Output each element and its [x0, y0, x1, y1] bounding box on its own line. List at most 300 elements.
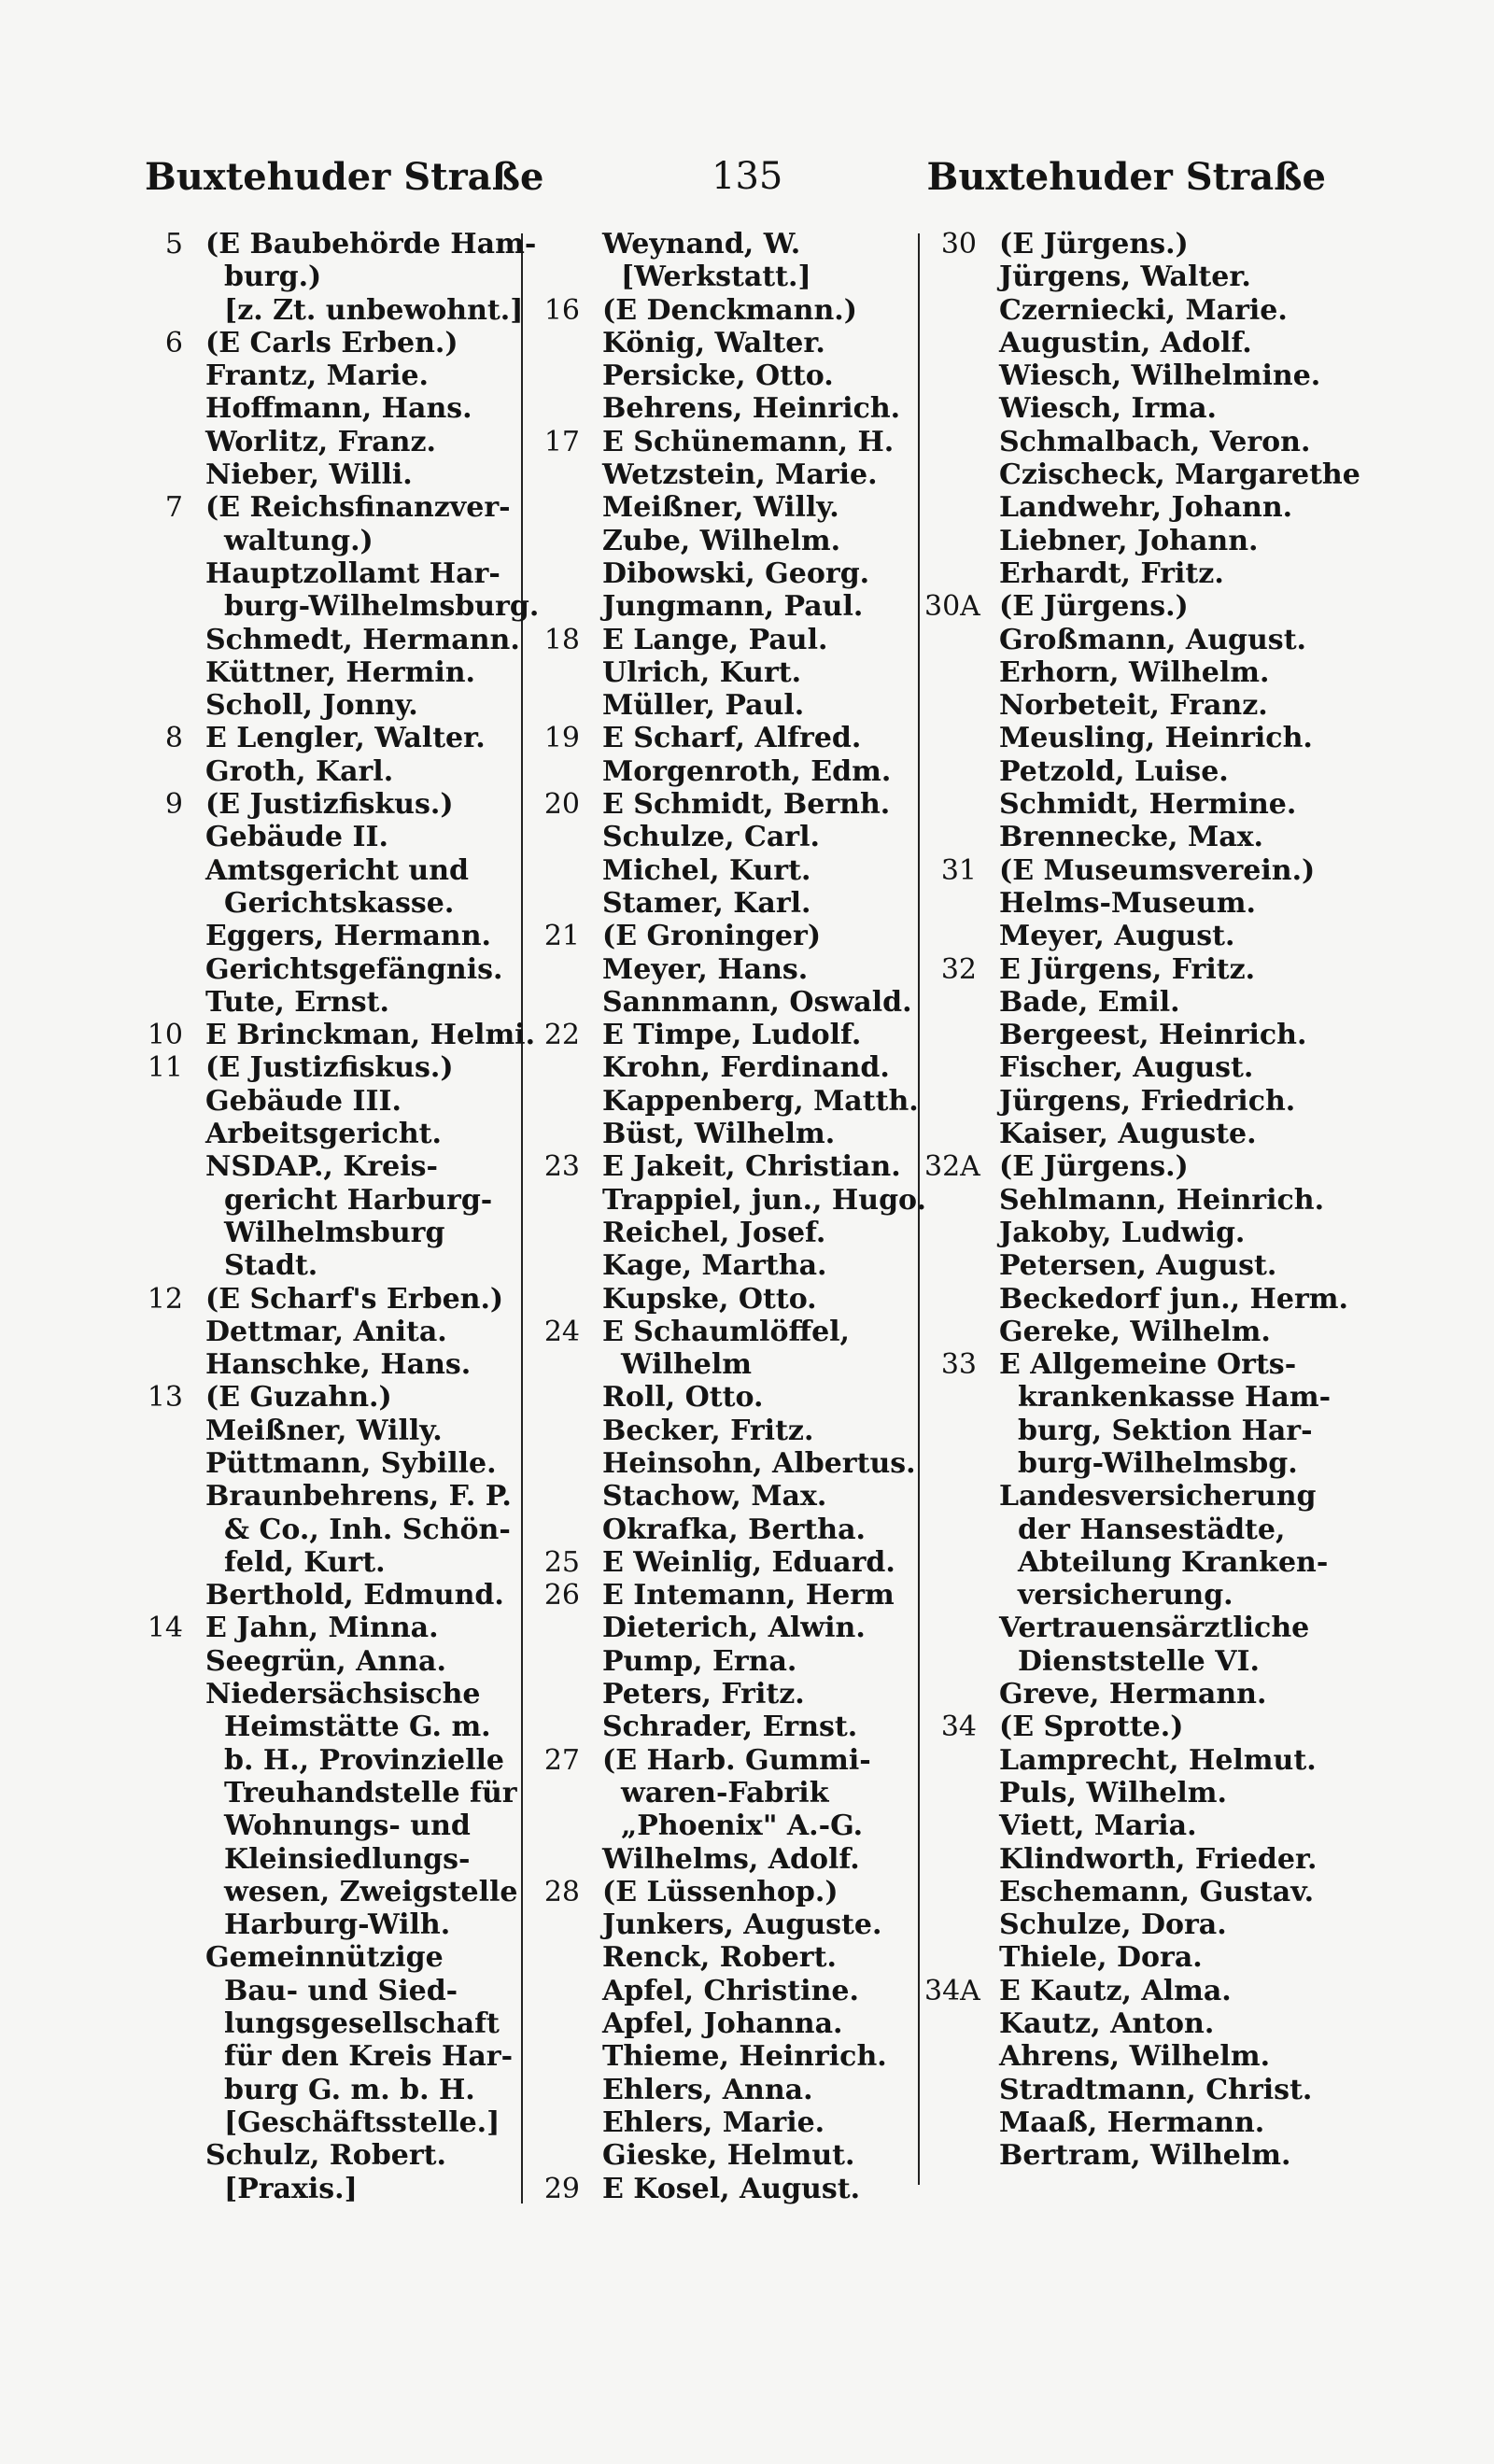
entry-text: (E Scharf's Erben.) [205, 1282, 504, 1316]
house-number: 30A [924, 590, 980, 624]
entry-text: E Jürgens, Fritz. [999, 952, 1256, 986]
directory-line [528, 557, 920, 590]
directory-line [924, 1843, 1335, 1876]
directory-line [924, 1150, 1335, 1183]
directory-line [528, 1480, 920, 1513]
entry-text: Renck, Robert. [602, 1941, 837, 1975]
directory-line [131, 854, 532, 887]
house-number: 20 [543, 788, 580, 822]
directory-line [924, 1184, 1335, 1217]
directory-line [131, 1348, 532, 1381]
entry-text: Frantz, Marie. [205, 359, 429, 393]
entry-text: (E Carls Erben.) [205, 326, 458, 359]
entry-text: Michel, Kurt. [602, 853, 811, 887]
directory-line [528, 821, 920, 853]
directory-line [924, 1447, 1335, 1480]
house-number: 18 [543, 623, 580, 656]
directory-line [131, 1711, 532, 1743]
running-head-left: Buxtehuder Straße [145, 155, 544, 199]
entry-text: Amtsgericht und [205, 853, 470, 887]
entry-text: Kautz, Anton. [999, 2007, 1215, 2041]
entry-text: E Jahn, Minna. [205, 1612, 439, 1645]
directory-line [924, 294, 1335, 327]
entry-text: König, Walter. [602, 326, 825, 359]
entry-text: (E Baubehörde Ham- [205, 228, 537, 260]
directory-line [131, 2106, 532, 2139]
directory-line [528, 260, 920, 293]
entry-text: Landesversicherung [999, 1480, 1317, 1514]
directory-line [924, 920, 1335, 952]
entry-text: E Weinlig, Eduard. [602, 1545, 895, 1579]
directory-line [528, 2007, 920, 2040]
entry-text: Norbeteit, Franz. [999, 689, 1268, 723]
house-number: 29 [543, 2172, 580, 2205]
entry-text: Greve, Hermann. [999, 1678, 1267, 1711]
entry-text: (E Jürgens.) [999, 228, 1189, 260]
directory-line [924, 1546, 1335, 1579]
entry-text: Heimstätte G. m. [224, 1711, 491, 1744]
directory-line [131, 821, 532, 853]
directory-line [131, 1249, 532, 1282]
house-number: 32A [924, 1150, 980, 1184]
house-number: 12 [147, 1282, 183, 1316]
directory-line [528, 1678, 920, 1711]
entry-text: Reichel, Josef. [602, 1216, 826, 1249]
entry-text: Groth, Karl. [205, 754, 394, 788]
directory-line [924, 1249, 1335, 1282]
directory-line [924, 624, 1335, 656]
entry-text: Petzold, Luise. [999, 754, 1229, 788]
entry-text: Hanschke, Hans. [205, 1348, 472, 1382]
directory-line [131, 1480, 532, 1513]
entry-text: Dettmar, Anita. [205, 1315, 447, 1348]
directory-line [924, 2007, 1335, 2040]
entry-text: (E Lüssenhop.) [602, 1875, 839, 1908]
directory-line [528, 1118, 920, 1150]
entry-text: E Brinckman, Helmi. [205, 1019, 536, 1052]
directory-line [528, 1777, 920, 1809]
entry-text: Kupske, Otto. [602, 1282, 817, 1316]
entry-text: Meißner, Willy. [205, 1414, 443, 1447]
column-1 [131, 228, 540, 2205]
directory-line [924, 656, 1335, 689]
entry-text: (E Museumsverein.) [999, 853, 1316, 887]
directory-line [528, 1381, 920, 1414]
directory-line [924, 788, 1335, 821]
entry-text: Treuhandstelle für [224, 1776, 517, 1809]
entry-text: Scholl, Jonny. [205, 689, 418, 723]
entry-text: Jürgens, Friedrich. [999, 1084, 1296, 1118]
directory-line [528, 1809, 920, 1842]
directory-line [131, 392, 532, 425]
running-head-right: Buxtehuder Straße [926, 155, 1326, 199]
entry-text: Wiesch, Irma. [999, 392, 1217, 426]
house-number: 24 [543, 1315, 580, 1348]
entry-text: E Allgemeine Orts- [999, 1348, 1297, 1382]
entry-text: Zube, Wilhelm. [602, 524, 841, 557]
directory-line [131, 1381, 532, 1414]
directory-line [528, 1085, 920, 1118]
directory-line [924, 491, 1335, 524]
entry-text: E Kautz, Alma. [999, 1974, 1232, 2007]
directory-line [924, 590, 1335, 623]
entry-text: Jakoby, Ludwig. [999, 1216, 1246, 1249]
entry-text: burg, Sektion Har- [1018, 1414, 1313, 1447]
directory-line [924, 1579, 1335, 1612]
directory-line [131, 1579, 532, 1612]
entry-text: Becker, Fritz. [602, 1414, 814, 1447]
entry-text: [Praxis.] [224, 2172, 358, 2205]
entry-text: Krohn, Ferdinand. [602, 1051, 890, 1085]
house-number: 21 [543, 920, 580, 953]
entry-text: (E Reichsfinanzver- [205, 491, 511, 525]
directory-line [924, 689, 1335, 722]
entry-text: Berthold, Edmund. [205, 1579, 504, 1612]
directory-line [528, 2040, 920, 2073]
entry-text: Petersen, August. [999, 1249, 1277, 1283]
entry-text: Püttmann, Sybille. [205, 1446, 497, 1480]
directory-line [528, 1249, 920, 1282]
entry-text: Kappenberg, Matth. [602, 1084, 919, 1118]
directory-line [924, 1941, 1335, 1974]
entry-text: Gemeinnützige [205, 1941, 444, 1975]
directory-line [528, 1546, 920, 1579]
directory-line [131, 624, 532, 656]
directory-line [924, 2139, 1335, 2172]
house-number: 19 [543, 722, 580, 755]
entry-text: Czischeck, Margarethe [999, 458, 1360, 492]
entry-text: Dibowski, Georg. [602, 556, 870, 590]
entry-text: E Intemann, Herm [602, 1579, 895, 1612]
directory-line [131, 1316, 532, 1348]
directory-line [528, 2106, 920, 2139]
entry-text: burg-Wilhelmsbg. [1018, 1446, 1298, 1480]
directory-line [528, 854, 920, 887]
directory-line [528, 1150, 920, 1183]
entry-text: Niedersächsische [205, 1678, 481, 1711]
entry-text: Schmidt, Hermine. [999, 788, 1297, 822]
directory-line [528, 656, 920, 689]
directory-line [131, 1941, 532, 1974]
entry-text: Heinsohn, Albertus. [602, 1446, 916, 1480]
entry-text: Schmedt, Hermann. [205, 623, 520, 656]
entry-text: Stamer, Karl. [602, 886, 811, 920]
entry-text: Beckedorf jun., Herm. [999, 1282, 1348, 1316]
entry-text: Wiesch, Wilhelmine. [999, 359, 1321, 393]
directory-line [528, 1019, 920, 1051]
entry-text: Jürgens, Walter. [999, 260, 1251, 294]
directory-line [924, 426, 1335, 458]
directory-line [924, 2040, 1335, 2073]
directory-line [528, 920, 920, 952]
house-number: 22 [543, 1019, 580, 1052]
directory-line [528, 1612, 920, 1644]
directory-line [528, 986, 920, 1019]
entry-text: Wilhelm [621, 1348, 752, 1382]
entry-text: Peters, Fritz. [602, 1678, 805, 1711]
directory-line [924, 1316, 1335, 1348]
entry-text: Bade, Emil. [999, 985, 1180, 1019]
directory-line [924, 1217, 1335, 1249]
directory-line [131, 1546, 532, 1579]
directory-line [924, 1777, 1335, 1809]
directory-line [924, 755, 1335, 788]
directory-line [528, 1217, 920, 1249]
directory-line [528, 887, 920, 920]
page-number: 135 [712, 155, 783, 198]
entry-text: Harburg-Wilh. [224, 1908, 451, 1942]
directory-line [131, 986, 532, 1019]
entry-text: Apfel, Christine. [602, 1974, 859, 2007]
entry-text: burg-Wilhelmsburg. [224, 590, 540, 624]
entry-text: (E Justizfiskus.) [205, 788, 454, 822]
directory-line [528, 458, 920, 491]
directory-line [924, 1282, 1348, 1316]
directory-line [924, 1612, 1335, 1644]
entry-text: Wilhelms, Adolf. [602, 1842, 860, 1876]
entry-text: krankenkasse Ham- [1018, 1381, 1332, 1415]
directory-line [924, 986, 1335, 1019]
directory-line [528, 1415, 920, 1447]
entry-text: E Schaumlöffel, [602, 1315, 851, 1348]
directory-line [528, 392, 920, 425]
directory-line [528, 359, 920, 392]
entry-text: Klindworth, Frieder. [999, 1842, 1318, 1876]
directory-line [924, 821, 1335, 853]
entry-text: NSDAP., Kreis- [205, 1150, 439, 1184]
directory-line [131, 359, 532, 392]
directory-line [924, 1085, 1335, 1118]
entry-text: Eschemann, Gustav. [999, 1875, 1315, 1908]
directory-line [924, 1678, 1335, 1711]
directory-line [528, 590, 920, 623]
entry-text: (E Groninger) [602, 920, 822, 953]
entry-text: Gieske, Helmut. [602, 2139, 855, 2173]
directory-line [924, 1908, 1335, 1941]
directory-line [528, 1283, 920, 1316]
entry-text: Schulze, Carl. [602, 821, 820, 854]
directory-line [528, 1348, 920, 1381]
column-3 [924, 228, 1360, 2173]
entry-text: Morgenroth, Edm. [602, 754, 892, 788]
column-2 [528, 228, 926, 2205]
entry-text: b. H., Provinzielle [224, 1743, 504, 1777]
directory-line [924, 525, 1335, 557]
directory-line [131, 1975, 532, 2007]
entry-text: für den Kreis Har- [224, 2040, 514, 2074]
entry-text: Kaiser, Auguste. [999, 1118, 1257, 1151]
directory-line [131, 1118, 532, 1150]
entry-text: waltung.) [224, 524, 374, 557]
house-number: 6 [164, 326, 183, 359]
entry-text: Behrens, Heinrich. [602, 392, 901, 426]
directory-line [528, 426, 920, 458]
entry-text: Worlitz, Franz. [205, 425, 436, 458]
entry-text: burg.) [224, 260, 322, 294]
entry-text: Gebäude II. [205, 821, 388, 854]
house-number: 8 [164, 722, 183, 755]
entry-text: Sannmann, Oswald. [602, 985, 912, 1019]
entry-text: Meusling, Heinrich. [999, 722, 1313, 755]
directory-line [924, 1711, 1335, 1743]
house-number: 7 [164, 491, 183, 525]
entry-text: Apfel, Johanna. [602, 2007, 843, 2041]
entry-text: Bau- und Sied- [224, 1974, 458, 2007]
directory-line [131, 1217, 532, 1249]
directory-line [131, 2173, 532, 2205]
house-number: 27 [543, 1743, 580, 1777]
directory-line [924, 458, 1360, 492]
directory-line [131, 491, 532, 524]
entry-text: Dieterich, Alwin. [602, 1612, 866, 1645]
entry-text: Gebäude III. [205, 1084, 402, 1118]
house-number: 14 [147, 1612, 183, 1645]
directory-line [924, 359, 1335, 392]
entry-text: Stradtmann, Christ. [999, 2073, 1313, 2106]
directory-line [924, 1019, 1335, 1051]
directory-line [924, 557, 1335, 590]
directory-line [528, 228, 920, 260]
entry-text: Meyer, August. [999, 920, 1235, 953]
entry-text: Gerichtskasse. [224, 886, 455, 920]
entry-text: Fischer, August. [999, 1051, 1254, 1085]
entry-text: Ehlers, Marie. [602, 2105, 825, 2139]
directory-line [528, 1908, 920, 1941]
house-number: 33 [940, 1348, 977, 1382]
directory-line [131, 2007, 532, 2040]
entry-text: Czerniecki, Marie. [999, 293, 1288, 327]
entry-text: (E Denckmann.) [602, 293, 857, 327]
entry-text: Erhardt, Fritz. [999, 556, 1224, 590]
house-number: 23 [543, 1150, 580, 1184]
entry-text: Dienststelle VI. [1018, 1644, 1260, 1678]
entry-text: (E Guzahn.) [205, 1381, 392, 1415]
directory-line [528, 294, 920, 327]
directory-line [131, 228, 537, 260]
entry-text: Ahrens, Wilhelm. [999, 2040, 1271, 2074]
entry-text: Puls, Wilhelm. [999, 1776, 1227, 1809]
entry-text: Liebner, Johann. [999, 524, 1259, 557]
directory-line [131, 1777, 532, 1809]
entry-text: Meyer, Hans. [602, 952, 809, 986]
directory-line [924, 854, 1335, 887]
house-number: 9 [164, 788, 183, 822]
house-number: 26 [543, 1579, 580, 1612]
entry-text: [z. Zt. unbewohnt.] [224, 293, 524, 327]
directory-line [528, 755, 920, 788]
directory-line [131, 1415, 532, 1447]
directory-line [131, 1744, 532, 1777]
directory-line [528, 2173, 920, 2205]
entry-text: [Werkstatt.] [621, 260, 811, 294]
entry-text: Augustin, Adolf. [999, 326, 1252, 359]
directory-line [528, 2074, 920, 2106]
directory-line [131, 689, 532, 722]
entry-text: Lamprecht, Helmut. [999, 1743, 1317, 1777]
entry-text: Bergeest, Heinrich. [999, 1019, 1307, 1052]
directory-line [131, 426, 532, 458]
entry-text: Wetzstein, Marie. [602, 458, 878, 492]
directory-line [528, 1876, 920, 1908]
directory-line [131, 1283, 532, 1316]
entry-text: Kage, Martha. [602, 1249, 827, 1283]
entry-text: [Geschäftsstelle.] [224, 2105, 500, 2139]
directory-line [924, 2106, 1335, 2139]
directory-line [528, 1514, 920, 1546]
entry-text: E Scharf, Alfred. [602, 722, 862, 755]
entry-text: Persicke, Otto. [602, 359, 834, 393]
directory-line [131, 2074, 532, 2106]
directory-line [131, 2139, 532, 2172]
entry-text: E Lange, Paul. [602, 623, 828, 656]
directory-line [528, 624, 920, 656]
directory-line [528, 1183, 926, 1217]
directory-line [924, 1514, 1335, 1546]
directory-line [924, 953, 1335, 986]
directory-line [131, 1809, 532, 1842]
entry-text: (E Sprotte.) [999, 1711, 1184, 1744]
directory-line [131, 1645, 532, 1678]
entry-text: feld, Kurt. [224, 1545, 386, 1579]
entry-text: Brennecke, Max. [999, 821, 1263, 854]
directory-line [131, 656, 532, 689]
entry-text: Arbeitsgericht. [205, 1118, 442, 1151]
directory-line [528, 327, 920, 359]
directory-line [924, 1876, 1335, 1908]
entry-text: Bertram, Wilhelm. [999, 2139, 1291, 2173]
directory-line [131, 1085, 532, 1118]
entry-text: Jungmann, Paul. [602, 590, 864, 624]
directory-line [528, 1744, 920, 1777]
directory-line [131, 1184, 532, 1217]
entry-text: Vertrauensärztliche [999, 1612, 1310, 1645]
house-number: 34 [940, 1711, 977, 1744]
entry-text: (E Harb. Gummi- [602, 1743, 871, 1777]
house-number: 31 [940, 853, 977, 887]
entry-text: Thieme, Heinrich. [602, 2040, 887, 2074]
entry-text: Schrader, Ernst. [602, 1711, 858, 1744]
entry-text: der Hansestädte, [1018, 1513, 1286, 1546]
directory-line [924, 1348, 1335, 1381]
directory-line [528, 525, 920, 557]
entry-text: Pump, Erna. [602, 1644, 797, 1678]
entry-text: Trappiel, jun., Hugo. [602, 1183, 926, 1217]
directory-line [924, 1415, 1335, 1447]
directory-line [924, 2074, 1335, 2106]
directory-line [924, 1381, 1335, 1414]
directory-line [131, 1908, 532, 1941]
entry-text: versicherung. [1018, 1579, 1233, 1612]
entry-text: Wilhelmsburg [224, 1216, 445, 1249]
directory-line [924, 1480, 1335, 1513]
directory-line [924, 1809, 1335, 1842]
entry-text: Großmann, August. [999, 623, 1306, 656]
directory-line [131, 755, 532, 788]
house-number: 25 [543, 1545, 580, 1579]
house-number: 13 [147, 1381, 183, 1415]
directory-line [528, 491, 920, 524]
house-number: 28 [543, 1875, 580, 1908]
house-number: 5 [164, 228, 183, 260]
house-number: 17 [543, 425, 580, 458]
entry-text: Tute, Ernst. [205, 985, 389, 1019]
entry-text: Schmalbach, Veron. [999, 425, 1311, 458]
entry-text: E Schmidt, Bernh. [602, 788, 891, 822]
entry-text: Maaß, Hermann. [999, 2105, 1265, 2139]
directory-line [131, 327, 532, 359]
directory-line [131, 953, 532, 986]
entry-text: „Phoenix" A.-G. [621, 1809, 864, 1843]
